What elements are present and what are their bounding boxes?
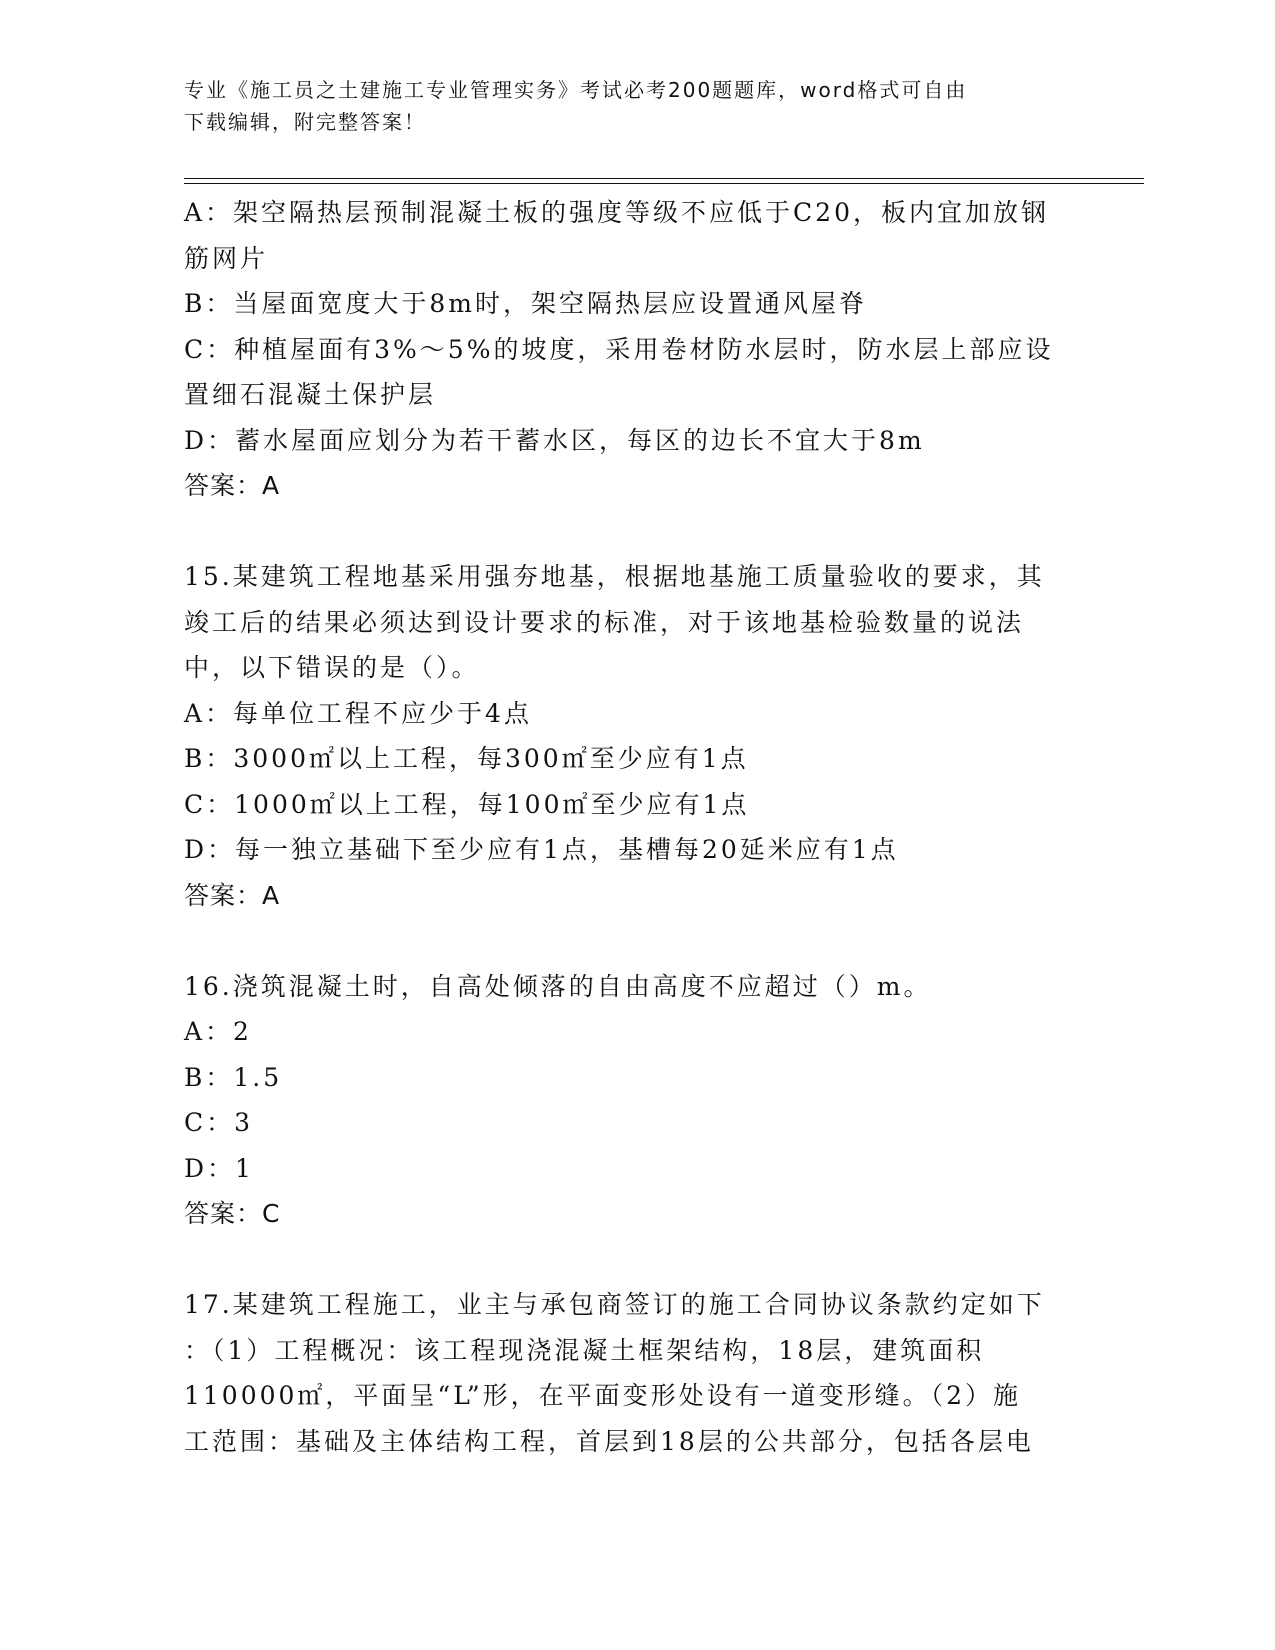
q17-stem-line-2: ：（1）工程概况：该工程现浇混凝土框架结构，18层，建筑面积 <box>184 1335 985 1365</box>
question-14-options <box>184 190 1074 509</box>
q16-answer: 答案：C <box>184 1199 281 1228</box>
q14-option-a-line-1: A：架空隔热层预制混凝土板的强度等级不应低于C20，板内宜加放钢 <box>184 198 1049 227</box>
q16-option-d: D：1 <box>184 1153 254 1183</box>
q17-stem-line-1: 17.某建筑工程施工，业主与承包商签订的施工合同协议条款约定如下 <box>184 1290 1045 1319</box>
q15-option-b: B：3000㎡以上工程，每300㎡至少应有1点 <box>184 744 749 773</box>
q15-stem-line-2: 竣工后的结果必须达到设计要求的标准，对于该地基检验数量的说法 <box>184 607 1025 637</box>
q14-option-b: B：当屋面宽度大于8m时，架空隔热层应设置通风屋脊 <box>184 289 867 318</box>
q15-answer: 答案：A <box>184 880 281 910</box>
question-15 <box>184 554 1074 918</box>
header-divider-top <box>184 178 1144 179</box>
header-divider-bottom <box>184 183 1144 184</box>
document-body <box>184 190 1074 1464</box>
question-spacer <box>184 918 1074 964</box>
q14-answer: 答案：A <box>184 471 281 500</box>
q15-option-c: C：1000㎡以上工程，每100㎡至少应有1点 <box>184 789 750 819</box>
q15-option-a: A：每单位工程不应少于4点 <box>184 698 532 728</box>
q14-option-c-line-2: 置细石混凝土保护层 <box>184 380 437 409</box>
header-line-2: 下载编辑，附完整答案！ <box>184 110 426 134</box>
q14-option-d: D：蓄水屋面应划分为若干蓄水区，每区的边长不宜大于8m <box>184 425 925 455</box>
q14-option-a-line-2: 筋网片 <box>184 243 269 273</box>
q15-stem-line-3: 中，以下错误的是（）。 <box>184 653 480 682</box>
q16-stem: 16.浇筑混凝土时，自高处倾落的自由高度不应超过（）m。 <box>184 971 932 1001</box>
q17-stem-line-4: 工范围：基础及主体结构工程，首层到18层的公共部分，包括各层电 <box>184 1426 1034 1456</box>
question-spacer <box>184 1237 1074 1283</box>
header-line-1: 专业《施工员之土建施工专业管理实务》考试必考200题题库，word格式可自由 <box>184 78 968 102</box>
question-17 <box>184 1282 1074 1464</box>
q15-option-d: D：每一独立基础下至少应有1点，基槽每20延米应有1点 <box>184 835 899 864</box>
question-16 <box>184 964 1074 1237</box>
document-header <box>184 74 1064 138</box>
q16-option-c: C：3 <box>184 1108 254 1137</box>
q15-stem-line-1: 15.某建筑工程地基采用强夯地基，根据地基施工质量验收的要求，其 <box>184 562 1045 591</box>
q16-option-a: A：2 <box>184 1017 252 1046</box>
q14-option-c-line-1: C：种植屋面有3%～5%的坡度，采用卷材防水层时，防水层上部应设 <box>184 334 1054 364</box>
q17-stem-line-3: 110000㎡，平面呈“L”形，在平面变形处设有一道变形缝。（2）施 <box>184 1381 1022 1410</box>
question-spacer <box>184 509 1074 555</box>
q16-option-b: B：1.5 <box>184 1062 283 1092</box>
